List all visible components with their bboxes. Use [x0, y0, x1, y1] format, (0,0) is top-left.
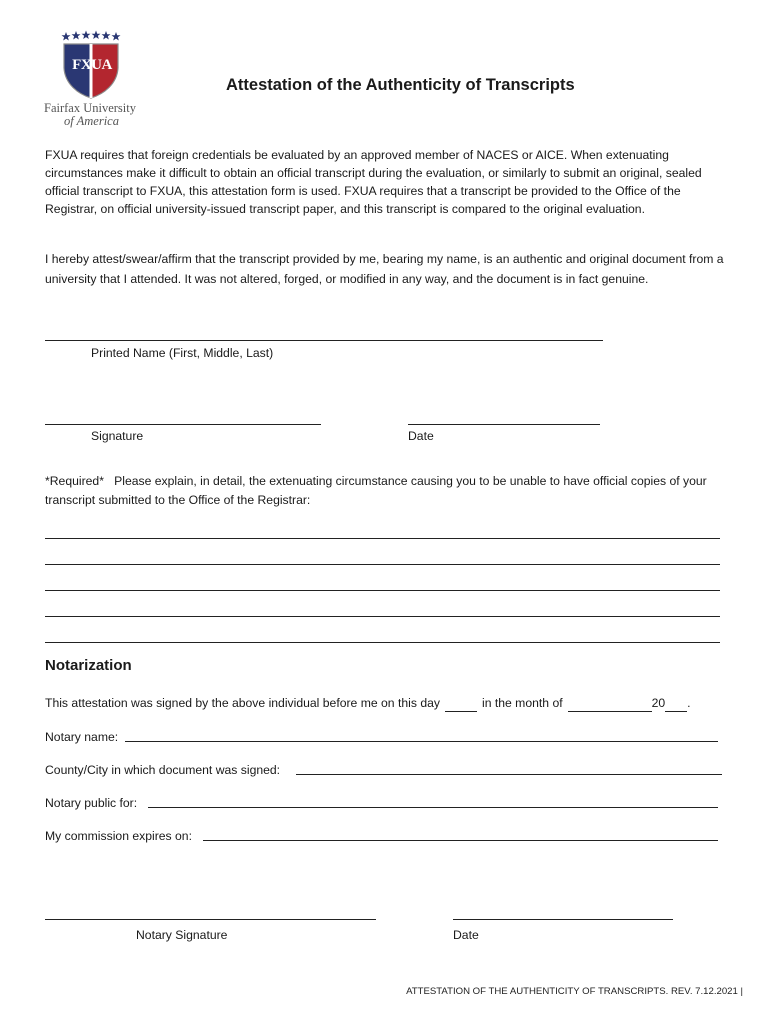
explanation-line[interactable]	[45, 642, 720, 643]
signed-mid: in the month of	[481, 696, 563, 710]
notary-name-line[interactable]	[125, 741, 718, 742]
required-marker: *Required*	[45, 474, 104, 488]
year-prefix: 20	[651, 696, 666, 710]
explanation-line[interactable]	[45, 616, 720, 617]
signature-label: Signature	[91, 429, 144, 443]
county-city-label: County/City in which document was signed:	[45, 763, 281, 777]
notary-public-for-label: Notary public for:	[45, 796, 138, 810]
star-row-icon	[62, 31, 121, 41]
date-label: Date	[408, 429, 434, 443]
explanation-line[interactable]	[45, 590, 720, 591]
signed-prefix: This attestation was signed by the above individual before me on this day	[45, 696, 440, 710]
notary-date-label: Date	[453, 928, 479, 942]
explanation-line[interactable]	[45, 564, 720, 565]
required-text: Please explain, in detail, the extenuating circumstance causing you to be unable to have official copies of your transcript submitted to the Office of the Registrar:	[45, 474, 707, 507]
commission-expires-line[interactable]	[203, 840, 718, 841]
year-field[interactable]	[665, 697, 687, 712]
page-title: Attestation of the Authenticity of Transcripts	[226, 76, 575, 94]
notary-signature-line[interactable]	[45, 919, 376, 920]
commission-expires-label: My commission expires on:	[45, 829, 192, 843]
signature-line[interactable]	[45, 424, 321, 425]
logo-mark: FXUA	[72, 57, 112, 73]
notary-name-label: Notary name:	[45, 730, 119, 744]
county-city-line[interactable]	[296, 774, 722, 775]
university-logo	[44, 28, 140, 130]
page-footer: ATTESTATION OF THE AUTHENTICITY OF TRANSCRIPTS. REV. 7.12.2021 |	[406, 986, 743, 997]
logo-name-line2: of America	[64, 114, 119, 128]
signed-on-row	[45, 694, 691, 712]
date-line[interactable]	[408, 424, 600, 425]
explanation-line[interactable]	[45, 538, 720, 539]
logo-name-line1: Fairfax University	[44, 101, 136, 115]
notary-public-for-line[interactable]	[148, 807, 718, 808]
month-field[interactable]	[568, 697, 652, 712]
printed-name-label: Printed Name (First, Middle, Last)	[91, 346, 274, 360]
printed-name-line[interactable]	[45, 340, 603, 341]
notarization-heading: Notarization	[45, 657, 132, 674]
attestation-paragraph: I hereby attest/swear/affirm that the transcript provided by me, bearing my name, is an authentic and original document from a university that I attended. It was not altered, forged, or modified in any way, and the document is in fact genuine.	[45, 252, 724, 286]
required-paragraph	[45, 472, 735, 510]
notary-date-line[interactable]	[453, 919, 673, 920]
day-field[interactable]	[445, 697, 477, 712]
period: .	[687, 696, 691, 710]
notary-signature-label: Notary Signature	[136, 928, 228, 942]
intro-paragraph: FXUA requires that foreign credentials be evaluated by an approved member of NACES or AICE. When extenuating circumstances make it difficult to obtain an official transcript during the evaluation, or similarly to submit an original, sealed official transcript to FXUA, this attestation form is used. FXUA requires that a transcript be provided to the Office of the Registrar, on official university-issued transcript paper, and this transcript is compared to the original evaluation.	[45, 148, 702, 216]
